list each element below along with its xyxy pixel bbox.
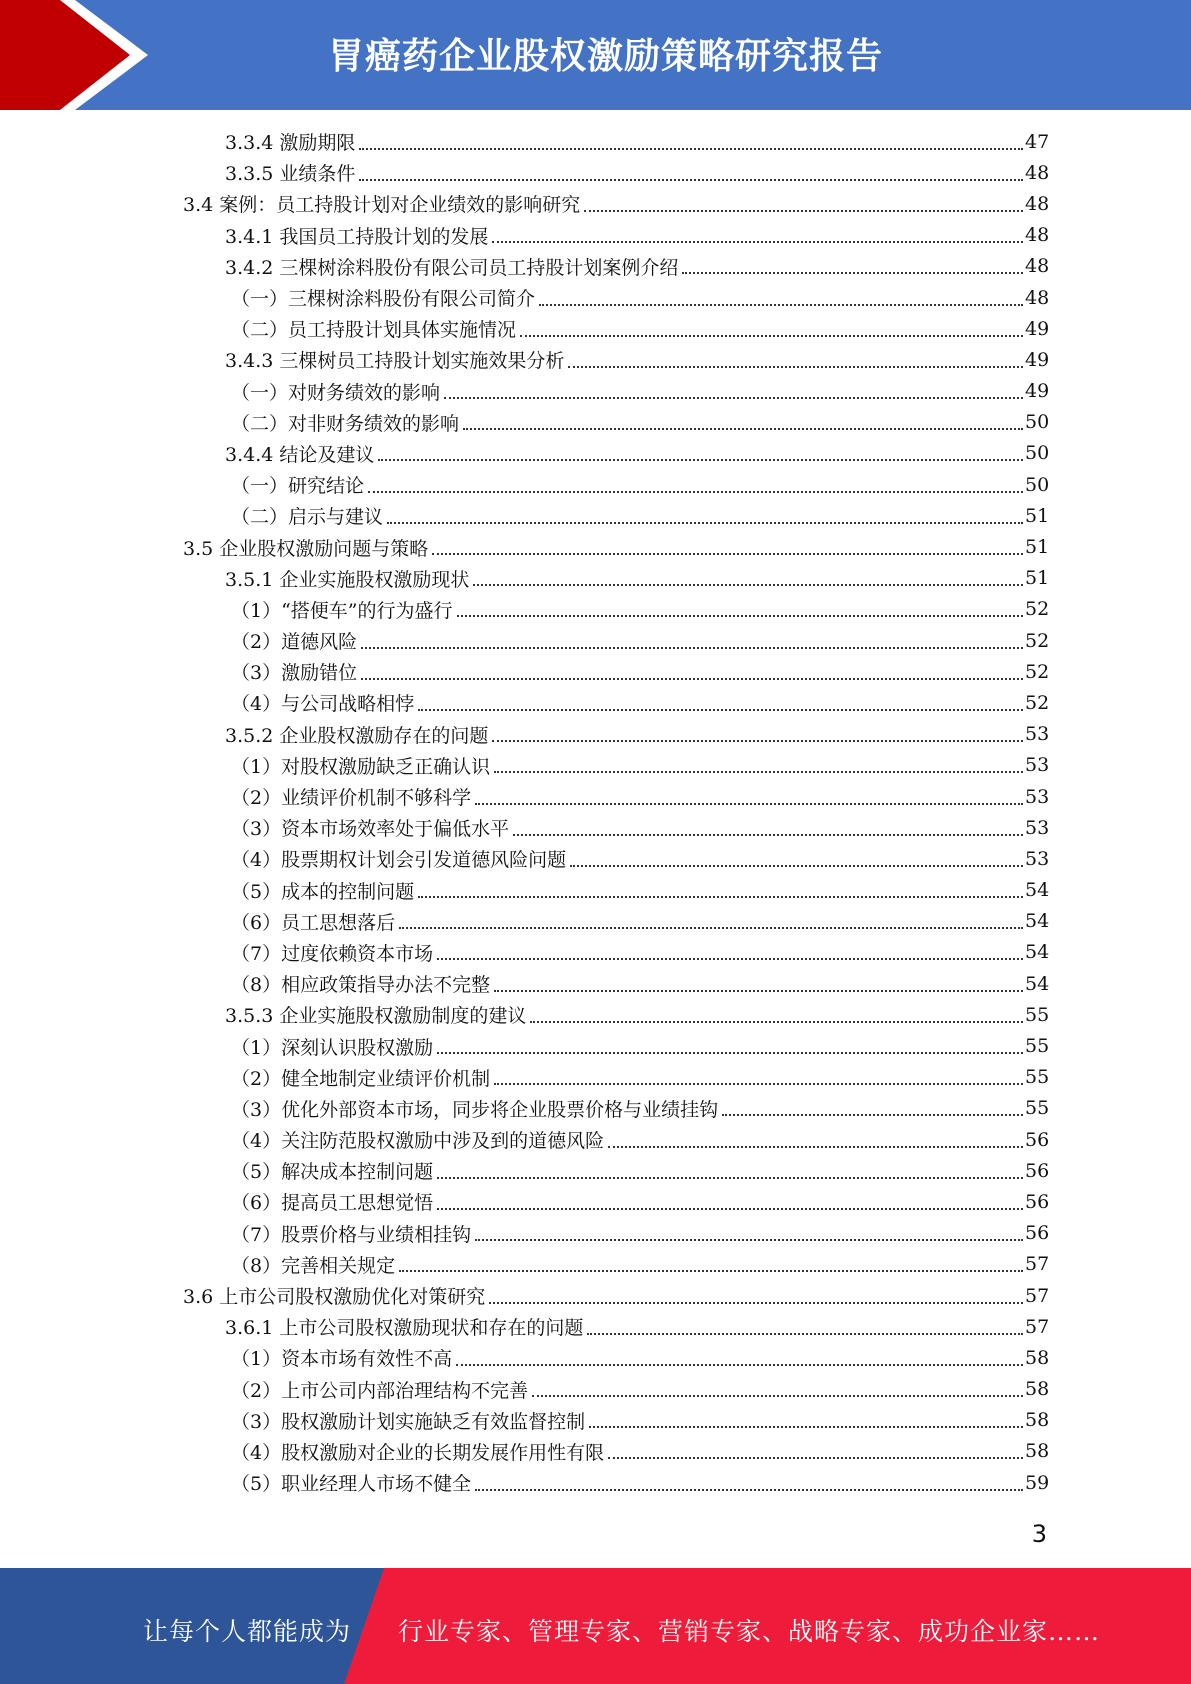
toc-dot-leader [361,647,1023,649]
toc-entry-title: （3）资本市场效率处于偏低水平 [231,818,510,841]
toc-entry-label [225,1313,587,1340]
toc-entry-label [231,689,418,716]
toc-entry[interactable] [0,1186,1050,1217]
toc-dot-leader [475,1239,1023,1241]
toc-entry[interactable] [0,906,1050,937]
toc-entry-label [231,502,387,529]
toc-entry-label [231,658,361,685]
toc-entry-label [231,1033,437,1060]
toc-entry-title: 案例：员工持股计划对企业绩效的影响研究 [219,194,581,217]
toc-entry[interactable] [0,843,1050,874]
toc-entry-page: 51 [1025,567,1050,590]
toc-entry-number: 3.4.1 [225,225,274,248]
toc-entry-title: 三棵树员工持股计划实施效果分析 [279,350,565,373]
toc-entry-label [231,1095,722,1122]
toc-dot-leader [399,1270,1023,1272]
toc-entry-number: 3.5.3 [225,1005,274,1028]
toc-dot-leader [532,1395,1023,1397]
toc-entry-page: 57 [1025,1315,1050,1338]
toc-dot-leader [520,335,1023,337]
header-band [0,0,1191,110]
toc-entry-label [231,378,444,405]
toc-entry-page: 53 [1025,847,1050,870]
toc-entry-page: 53 [1025,785,1050,808]
toc-dot-leader [437,1208,1023,1210]
document-title: 胃癌药企业股权激励策略研究报告 [327,36,883,77]
toc-entry-number: 3.5.2 [225,724,274,747]
toc-dot-leader [489,1302,1023,1304]
toc-entry-label [231,877,418,904]
toc-dot-leader [682,272,1023,274]
toc-entry-label [231,1157,437,1184]
toc-entry-title: 企业股权激励存在的问题 [279,724,489,747]
toc-entry[interactable] [0,1374,1050,1405]
toc-entry-number: 3.4 [183,194,214,217]
toc-dot-leader [457,615,1023,617]
toc-entry-title: （8）完善相关规定 [231,1254,396,1277]
toc-entry-page: 57 [1025,1253,1050,1276]
toc-entry-label [225,159,359,186]
toc-entry[interactable] [0,157,1050,188]
toc-entry-title: 我国员工持股计划的发展 [279,225,489,248]
toc-entry-label [231,1251,399,1278]
toc-dot-leader [492,740,1023,742]
toc-entry-page: 55 [1025,1066,1050,1089]
toc-dot-leader [475,1489,1023,1491]
toc-entry[interactable] [0,500,1050,531]
toc-entry-page: 50 [1025,411,1050,434]
toc-entry[interactable] [0,750,1050,781]
toc-entry-number: 3.5 [183,537,214,560]
toc-entry-title: （二）员工持股计划具体实施情况 [231,319,517,342]
toc-entry-page: 51 [1025,536,1050,559]
toc-entry[interactable] [0,376,1050,407]
toc-entry-page: 55 [1025,1035,1050,1058]
toc-entry-number: 3.3.5 [225,163,274,186]
toc-entry-number: 3.3.4 [225,132,274,155]
toc-dot-leader [359,179,1023,181]
toc-entry-label [225,440,378,467]
toc-entry-page: 52 [1025,691,1050,714]
footer-slogan-left: 让每个人都能成为 [143,1617,352,1646]
toc-entry-title: 企业实施股权激励现状 [279,568,470,591]
toc-entry-page: 49 [1025,380,1050,403]
toc-dot-leader [361,678,1023,680]
toc-entry-label [231,752,494,779]
toc-entry[interactable] [0,1093,1050,1124]
toc-entry-label [231,471,368,498]
toc-entry[interactable] [0,220,1050,251]
toc-entry-title: （1）深刻认识股权激励 [231,1036,434,1059]
toc-entry-label [231,596,457,623]
toc-entry-page: 58 [1025,1378,1050,1401]
toc-entry-title: （二）启示与建议 [231,506,384,529]
toc-entry-title: （二）对非财务绩效的影响 [231,412,460,435]
toc-entry-page: 55 [1025,1097,1050,1120]
toc-entry-title: （5）职业经理人市场不健全 [231,1473,472,1496]
toc-dot-leader [473,584,1023,586]
toc-entry-title: （7）过度依赖资本市场 [231,942,434,965]
toc-dot-leader [587,1333,1023,1335]
toc-entry-page: 52 [1025,598,1050,621]
toc-entry[interactable] [0,313,1050,344]
toc-entry-label [183,534,432,561]
table-of-contents [0,126,1191,1498]
toc-entry-page: 52 [1025,660,1050,683]
toc-dot-leader [494,1083,1023,1085]
toc-entry-page: 54 [1025,879,1050,902]
toc-dot-leader [475,803,1023,805]
toc-entry[interactable] [0,1311,1050,1342]
toc-dot-leader [437,958,1023,960]
toc-dot-leader [368,491,1023,493]
toc-dot-leader [722,1114,1023,1116]
toc-entry[interactable] [0,937,1050,968]
toc-entry-title: （4）股权激励对企业的长期发展作用性有限 [231,1441,605,1464]
toc-entry[interactable] [0,407,1050,438]
toc-entry-page: 48 [1025,161,1050,184]
toc-dot-leader [568,366,1023,368]
toc-entry-page: 59 [1025,1471,1050,1494]
toc-entry-label [231,1220,475,1247]
toc-dot-leader [359,148,1023,150]
toc-entry-page: 50 [1025,442,1050,465]
toc-entry-label [183,1282,489,1309]
toc-entry[interactable] [0,1405,1050,1436]
toc-dot-leader [608,1457,1023,1459]
toc-entry-label [225,346,568,373]
toc-entry-page: 53 [1025,816,1050,839]
toc-entry-page: 52 [1025,629,1050,652]
toc-dot-leader [608,1146,1023,1148]
toc-entry-title: （3）激励错位 [231,662,358,685]
toc-entry-page: 48 [1025,255,1050,278]
toc-entry[interactable] [0,469,1050,500]
toc-entry-page: 47 [1025,130,1050,153]
toc-entry-page: 55 [1025,1003,1050,1026]
toc-entry-page: 57 [1025,1284,1050,1307]
toc-entry[interactable] [0,687,1050,718]
toc-entry-title: 结论及建议 [279,443,375,466]
toc-entry-label [225,565,473,592]
toc-entry-label [231,908,399,935]
toc-entry-label [225,1001,530,1028]
toc-dot-leader [387,522,1023,524]
toc-entry-number: 3.4.4 [225,443,274,466]
toc-entry-label [231,1469,475,1496]
toc-entry-title: （1）资本市场有效性不高 [231,1348,453,1371]
toc-entry-label [231,970,494,997]
toc-dot-leader [494,990,1023,992]
footer-slogan-right: 行业专家、管理专家、营销专家、战略专家、成功企业家…… [398,1617,1101,1646]
toc-entry-label [231,1064,494,1091]
toc-entry-label [231,1438,608,1465]
toc-entry-title: （2）业绩评价机制不够科学 [231,787,472,810]
toc-entry-title: （8）相应政策指导办法不完整 [231,974,491,997]
toc-entry-label [231,814,513,841]
toc-dot-leader [463,428,1023,430]
toc-entry-title: （4）股票期权计划会引发道德风险问题 [231,849,567,872]
toc-entry-number: 3.4.3 [225,350,274,373]
toc-entry-label [231,284,539,311]
toc-dot-leader [539,304,1023,306]
toc-entry[interactable] [0,1249,1050,1280]
toc-entry-page: 53 [1025,723,1050,746]
toc-entry-label [225,222,492,249]
toc-entry-title: 上市公司股权激励优化对策研究 [219,1286,486,1309]
toc-entry-title: （3）股权激励计划实施缺乏有效监督控制 [231,1410,586,1433]
toc-entry[interactable] [0,781,1050,812]
toc-entry-title: （6）员工思想落后 [231,911,396,934]
toc-dot-leader [418,709,1023,711]
toc-entry-page: 48 [1025,192,1050,215]
toc-entry[interactable] [0,594,1050,625]
toc-dot-leader [399,927,1023,929]
toc-dot-leader [492,241,1023,243]
toc-entry-page: 48 [1025,224,1050,247]
toc-entry-title: （1）“搭便车”的行为盛行 [231,599,453,622]
toc-entry[interactable] [0,563,1050,594]
toc-entry-title: （2）道德风险 [231,631,358,654]
toc-entry-title: 激励期限 [279,132,356,155]
toc-entry-number: 3.6.1 [225,1317,274,1340]
toc-entry-title: （1）对股权激励缺乏正确认识 [231,755,491,778]
toc-entry[interactable] [0,531,1050,562]
toc-dot-leader [570,865,1023,867]
toc-entry-title: （2）上市公司内部治理结构不完善 [231,1379,529,1402]
toc-entry-title: （2）健全地制定业绩评价机制 [231,1067,491,1090]
toc-dot-leader [418,896,1023,898]
toc-entry-label [231,1344,456,1371]
toc-entry-page: 56 [1025,1222,1050,1245]
toc-entry-page: 58 [1025,1346,1050,1369]
toc-entry-title: 业绩条件 [279,163,356,186]
toc-entry-page: 58 [1025,1409,1050,1432]
toc-entry-label [231,845,570,872]
toc-entry-page: 54 [1025,910,1050,933]
toc-entry[interactable] [0,438,1050,469]
toc-entry-number: 3.4.2 [225,256,274,279]
toc-entry-page: 56 [1025,1128,1050,1151]
toc-entry-label [183,190,584,217]
toc-entry-page: 53 [1025,754,1050,777]
toc-entry[interactable] [0,282,1050,313]
toc-entry-page: 50 [1025,473,1050,496]
toc-entry-label [231,627,361,654]
toc-entry-number: 3.5.1 [225,568,274,591]
page-number: 3 [1031,1520,1047,1548]
toc-entry-title: （5）成本的控制问题 [231,880,415,903]
toc-entry[interactable] [0,1280,1050,1311]
toc-entry-title: 企业股权激励问题与策略 [219,537,429,560]
toc-entry[interactable] [0,625,1050,656]
toc-entry-title: （一）三棵树涂料股份有限公司简介 [231,288,536,311]
toc-entry-label [231,315,520,342]
toc-entry-title: （4）与公司战略相悖 [231,693,415,716]
toc-dot-leader [530,1021,1023,1023]
toc-entry-label [225,128,359,155]
toc-dot-leader [584,210,1023,212]
toc-dot-leader [444,397,1023,399]
toc-entry-label [231,783,475,810]
footer-band [0,1568,1191,1684]
toc-entry-number: 3.6 [183,1286,214,1309]
toc-dot-leader [589,1426,1023,1428]
toc-entry-label [231,409,463,436]
toc-entry-label [231,939,437,966]
toc-entry[interactable] [0,875,1050,906]
toc-entry-label [231,1126,608,1153]
toc-dot-leader [437,1177,1023,1179]
toc-entry-title: （一）研究结论 [231,475,365,498]
toc-entry[interactable] [0,251,1050,282]
toc-entry-title: （4）关注防范股权激励中涉及到的道德风险 [231,1130,605,1153]
toc-entry[interactable] [0,1030,1050,1061]
toc-entry-page: 49 [1025,317,1050,340]
toc-entry-label [231,1376,532,1403]
toc-entry-page: 48 [1025,286,1050,309]
toc-dot-leader [378,459,1023,461]
toc-entry[interactable] [0,1467,1050,1498]
toc-entry-page: 56 [1025,1159,1050,1182]
toc-entry-title: （一）对财务绩效的影响 [231,381,441,404]
toc-entry[interactable] [0,1062,1050,1093]
toc-dot-leader [494,771,1023,773]
toc-entry[interactable] [0,1124,1050,1155]
toc-entry-label [225,253,682,280]
toc-entry-title: 企业实施股权激励制度的建议 [279,1005,527,1028]
toc-entry-page: 51 [1025,504,1050,527]
toc-entry-title: （7）股票价格与业绩相挂钩 [231,1223,472,1246]
toc-entry-label [231,1407,589,1434]
toc-entry-page: 54 [1025,941,1050,964]
toc-entry-page: 58 [1025,1440,1050,1463]
toc-dot-leader [432,553,1023,555]
toc-entry-title: （6）提高员工思想觉悟 [231,1192,434,1215]
toc-entry[interactable] [0,344,1050,375]
toc-entry-title: 三棵树涂料股份有限公司员工持股计划案例介绍 [279,256,679,279]
toc-entry[interactable] [0,999,1050,1030]
toc-dot-leader [437,1052,1023,1054]
toc-entry[interactable] [0,968,1050,999]
toc-entry-page: 56 [1025,1190,1050,1213]
toc-entry[interactable] [0,126,1050,157]
toc-entry[interactable] [0,188,1050,219]
toc-entry-title: 上市公司股权激励现状和存在的问题 [279,1317,584,1340]
toc-entry-title: （3）优化外部资本市场，同步将企业股票价格与业绩挂钩 [231,1098,719,1121]
toc-entry[interactable] [0,812,1050,843]
toc-entry-page: 54 [1025,972,1050,995]
toc-entry-label [231,1188,437,1215]
toc-entry[interactable] [0,656,1050,687]
toc-entry[interactable] [0,1155,1050,1186]
toc-entry[interactable] [0,1342,1050,1373]
toc-entry-label [225,721,492,748]
toc-entry[interactable] [0,719,1050,750]
toc-entry[interactable] [0,1436,1050,1467]
toc-entry[interactable] [0,1218,1050,1249]
toc-entry-page: 49 [1025,348,1050,371]
toc-dot-leader [513,834,1023,836]
toc-entry-title: （5）解决成本控制问题 [231,1161,434,1184]
toc-dot-leader [456,1364,1023,1366]
